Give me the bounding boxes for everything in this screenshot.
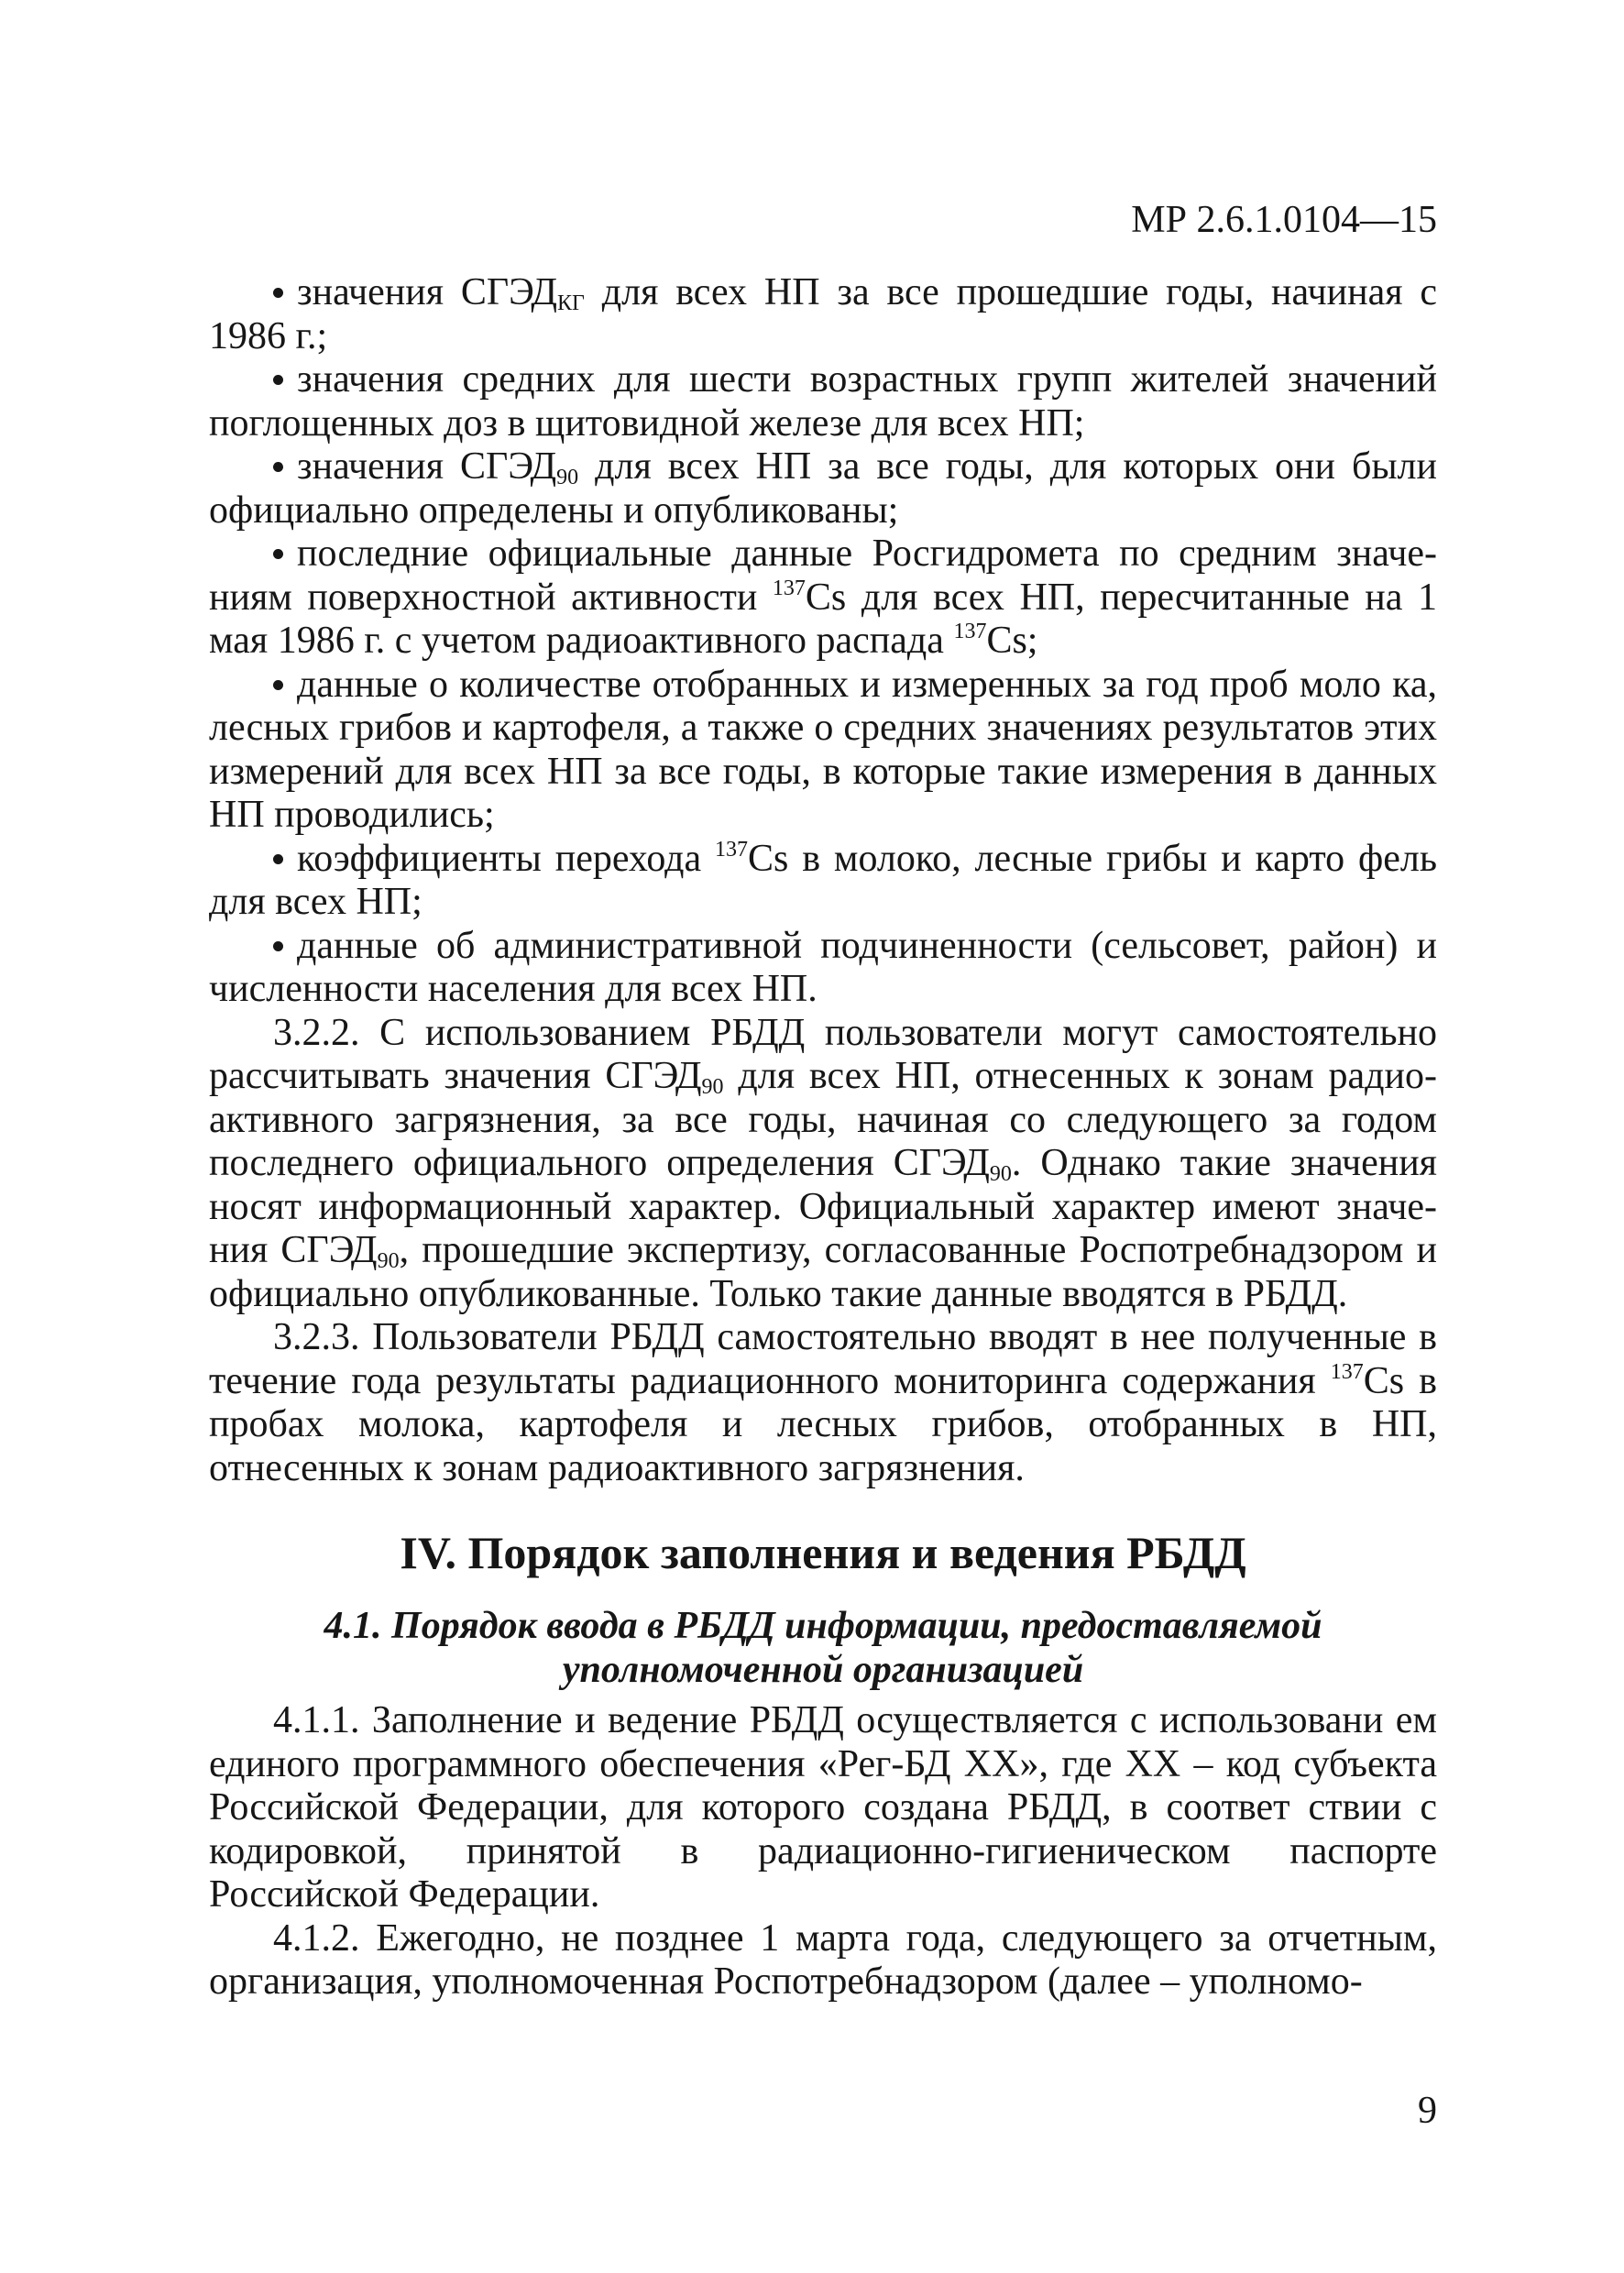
list-item: коэффициенты перехода $^{137}$Cs в молоко, лесные грибы и карто фель для всех НП; [209, 837, 1437, 923]
subsection-title-line: 4.1. Порядок ввода в РБДД информации, предоставляемой [324, 1605, 1322, 1647]
subsection-title-line: уполномоченной организацией [562, 1649, 1084, 1691]
paragraph-3-2-2: 3.2.2. С использованием РБДД пользователи могут самостоятельно рассчитывать значения $СГЭД_{90}$ для всех НП, отнесенных к зонам радио активного загрязнения, за все годы, начиная со следующего за годом последнего официального определения $СГЭД_{90}$. Однако такие значения носят информационный характер. Официальный характер имеют значе ния $СГЭД_{90}$, прошедшие экспертизу, согласованные Роспотребнадзором и официально опубликованные. Только такие данные вводятся в РБДД. [209, 1011, 1437, 1315]
list-item: значения средних для шести возрастных групп жителей значений поглощенных доз в щитовидной железе для всех НП; [209, 358, 1437, 445]
document-code: МР 2.6.1.0104—15 [1131, 199, 1437, 241]
list-item: значения $СГЭД_{КГ}$ для всех НП за все прошедшие годы, начиная с 1986 г.; [209, 271, 1437, 357]
list-item: данные об административной подчиненности (сельсовет, район) и численности населения для всех НП. [209, 924, 1437, 1010]
bullet-icon [273, 358, 297, 402]
document-body [209, 271, 1437, 2004]
bullet-icon [273, 925, 297, 969]
list-item: значения $СГЭД_{90}$ для всех НП за все годы, для которых они были официально определены и опубликованы; [209, 445, 1437, 532]
bullet-icon [273, 838, 297, 882]
section-title: IV. Порядок заполнения и ведения РБДД [400, 1527, 1246, 1578]
bullet-icon [273, 664, 297, 708]
paragraph-4-1-1: 4.1.1. Заполнение и ведение РБДД осуществляется с использовани ем единого программного обеспечения «Рег-БД XX», где XX – код субъекта Российской Федерации, для которого создана РБДД, в соответ ствии с кодировкой, принятой в радиационно-гигиеническом паспорте Российской Федерации. [209, 1699, 1437, 1916]
page-number: 9 [1418, 2090, 1437, 2132]
list-item: последние официальные данные Росгидромета по средним значе ниям поверхностной активности $^{137}$Cs для всех НП, пересчитанные на 1 мая 1986 г. с учетом радиоактивного распада $^{137}$Cs; [209, 533, 1437, 662]
list-item: данные о количестве отобранных и измеренных за год проб моло ка, лесных грибов и картофеля, а также о средних значениях результатов этих измерений для всех НП за все годы, в которые такие измерения в данных НП проводились; [209, 663, 1437, 836]
paragraph-4-1-2: 4.1.2. Ежегодно, не позднее 1 марта года, следующего за отчетным, организация, уполномоченная Роспотребнадзором (далее – уполномо- [209, 1916, 1437, 2003]
bullet-icon [273, 271, 297, 315]
paragraph-3-2-3: 3.2.3. Пользователи РБДД самостоятельно вводят в нее полученные в течение года результаты радиационного мониторинга содержания $^{137}$Cs в пробах молока, картофеля и лесных грибов, отобранных в НП, отнесенных к зонам радиоактивного загрязнения. [209, 1316, 1437, 1489]
bullet-icon [273, 533, 297, 576]
subsection-title [209, 1604, 1437, 1692]
bullet-icon [273, 445, 297, 489]
